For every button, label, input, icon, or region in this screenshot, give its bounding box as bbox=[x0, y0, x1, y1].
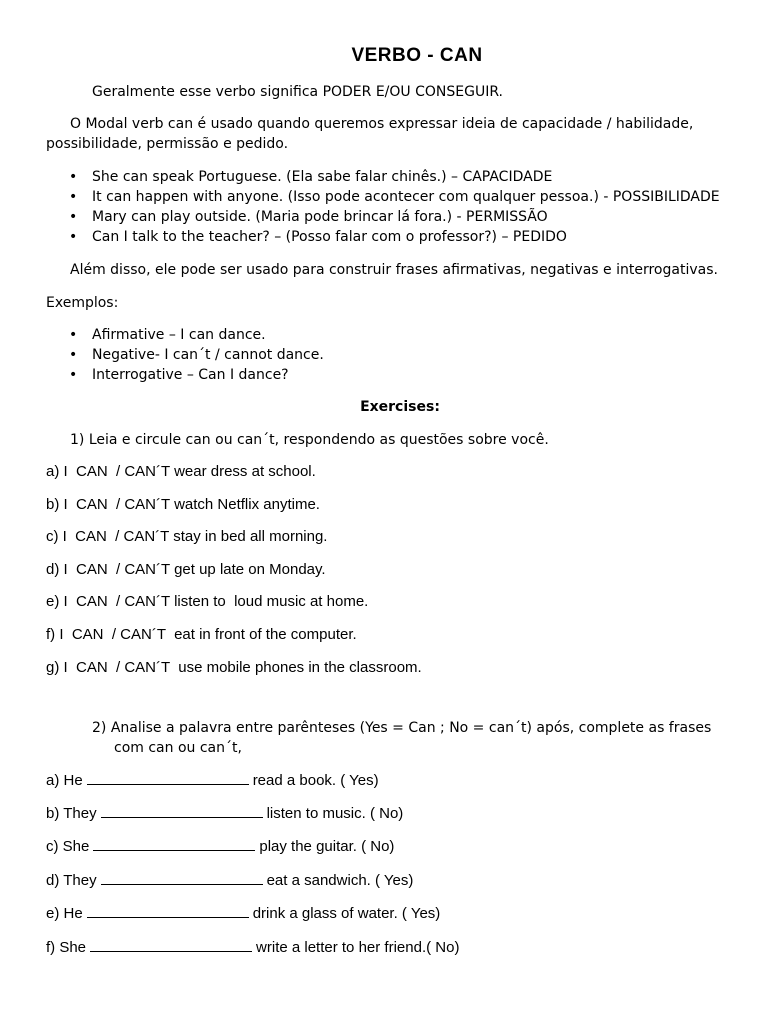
exercise1-item: d) I CAN / CAN´T get up late on Monday. bbox=[46, 560, 326, 578]
exercise2-instruction: 2) Analise a palavra entre parênteses (Yes = Can ; No = can´t) após, complete as frases com can ou can´t, bbox=[92, 719, 712, 756]
answer-blank[interactable] bbox=[87, 903, 249, 918]
form-example: • Negative- I can´t / cannot dance. bbox=[46, 345, 726, 365]
item-prefix: e) He bbox=[46, 905, 83, 923]
usage-example: • Can I talk to the teacher? – (Posso falar com o professor?) – PEDIDO bbox=[46, 227, 726, 247]
item-prefix: d) They bbox=[46, 871, 97, 889]
form-example: • Afirmative – I can dance. bbox=[46, 325, 726, 345]
exercise2-item bbox=[46, 937, 726, 958]
exercise1-item: c) I CAN / CAN´T stay in bed all morning. bbox=[46, 528, 328, 546]
exercise1-item: e) I CAN / CAN´T listen to loud music at home. bbox=[46, 593, 369, 611]
intro-text: Geralmente esse verbo significa PODER E/OU CONSEGUIR. bbox=[92, 84, 504, 100]
answer-blank[interactable] bbox=[87, 770, 249, 785]
item-prefix: b) They bbox=[46, 804, 97, 822]
also-text: Além disso, ele pode ser usado para construir frases afirmativas, negativas e interrogativas. bbox=[70, 262, 718, 278]
item-prefix: a) He bbox=[46, 771, 83, 789]
exercise1-item: b) I CAN / CAN´T watch Netflix anytime. bbox=[46, 495, 320, 513]
page-title: VERBO - CAN bbox=[351, 45, 483, 66]
answer-blank[interactable] bbox=[101, 803, 263, 818]
exercise2-item bbox=[46, 870, 726, 891]
exercise1-items bbox=[46, 462, 726, 678]
form-example: • Interrogative – Can I dance? bbox=[46, 365, 726, 385]
item-rest: listen to music. ( No) bbox=[266, 804, 404, 822]
usage-example: • It can happen with anyone. (Isso pode acontecer com qualquer pessoa.) - POSSIBILIDADE bbox=[46, 187, 726, 207]
exercises-title: Exercises: bbox=[360, 399, 440, 415]
usage-example: • Mary can play outside. (Maria pode brincar lá fora.) - PERMISSÃO bbox=[46, 207, 726, 227]
examples-label: Exemplos: bbox=[46, 295, 119, 311]
usage-examples-list bbox=[46, 167, 726, 247]
exercise1-item: a) I CAN / CAN´T wear dress at school. bbox=[46, 463, 316, 480]
item-rest: write a letter to her friend.( No) bbox=[256, 938, 460, 956]
form-examples-list bbox=[46, 325, 726, 385]
exercise2-item bbox=[46, 836, 726, 857]
exercise2-item bbox=[46, 803, 726, 824]
exercise2-item bbox=[46, 770, 726, 791]
item-rest: drink a glass of water. ( Yes) bbox=[252, 905, 441, 923]
exercise2-items bbox=[46, 770, 726, 958]
item-rest: play the guitar. ( No) bbox=[259, 838, 395, 856]
answer-blank[interactable] bbox=[93, 836, 255, 851]
worksheet-page bbox=[46, 44, 726, 958]
exercise1-item: g) I CAN / CAN´T use mobile phones in the classroom. bbox=[46, 658, 422, 676]
exercise1-item: f) I CAN / CAN´T eat in front of the computer. bbox=[46, 625, 357, 643]
item-prefix: c) She bbox=[46, 838, 90, 856]
item-prefix: f) She bbox=[46, 938, 87, 956]
exercise1-instruction: 1) Leia e circule can ou can´t, respondendo as questões sobre você. bbox=[70, 432, 549, 448]
item-rest: read a book. ( Yes) bbox=[252, 771, 379, 789]
answer-blank[interactable] bbox=[101, 870, 263, 885]
answer-blank[interactable] bbox=[90, 937, 252, 952]
usage-example: • She can speak Portuguese. (Ela sabe falar chinês.) – CAPACIDADE bbox=[46, 167, 726, 187]
item-rest: eat a sandwich. ( Yes) bbox=[266, 871, 414, 889]
modal-explanation: O Modal verb can é usado quando queremos expressar ideia de capacidade / habilidade, possibilidade, permissão e pedido. bbox=[46, 116, 694, 152]
exercise2-item bbox=[46, 903, 726, 924]
